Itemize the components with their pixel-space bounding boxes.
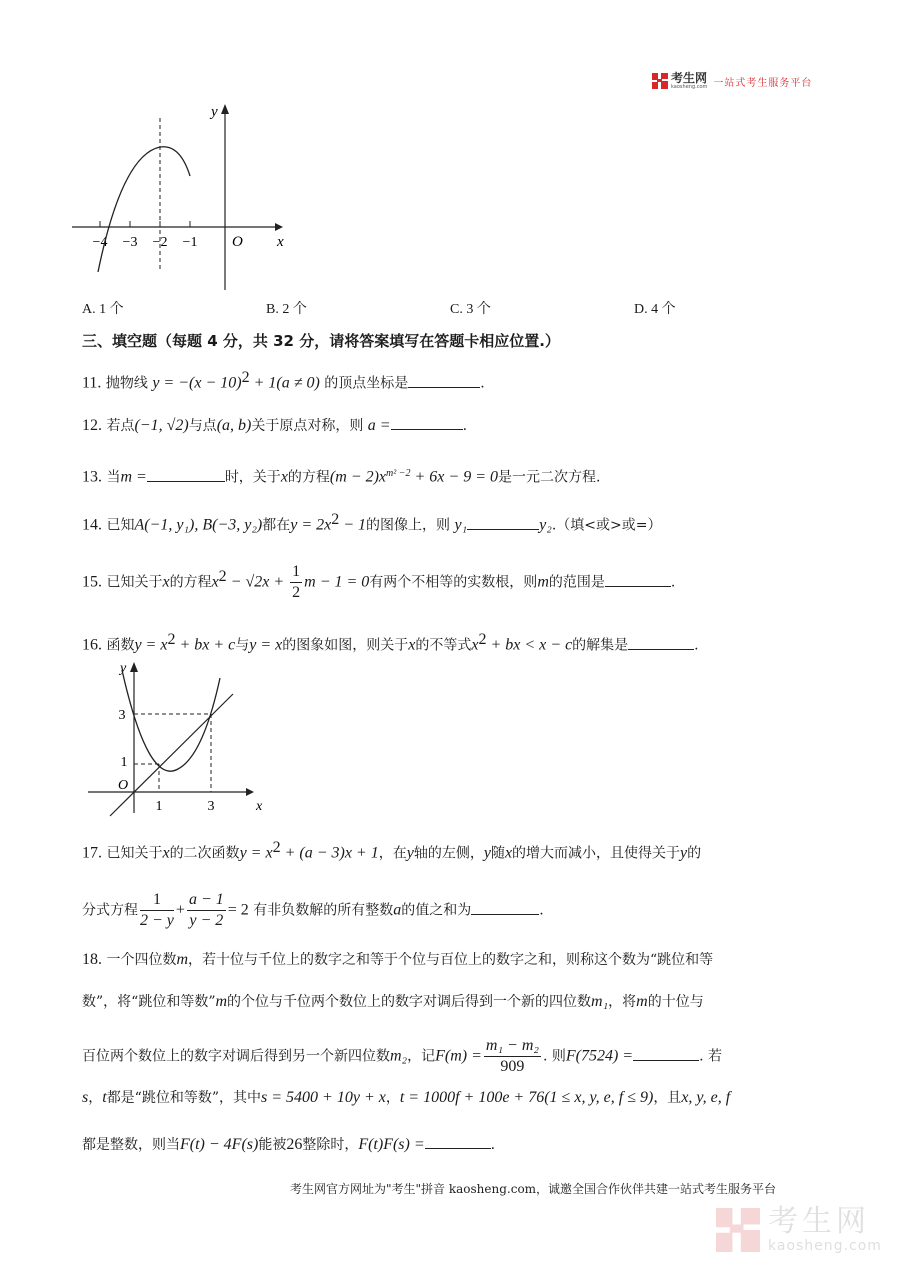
text: 已知关于 <box>106 574 163 591</box>
math-expr: + 1(a ≠ 0) <box>249 374 320 392</box>
exponent: 2 <box>272 839 281 856</box>
figure-1-parabola <box>70 100 300 295</box>
question-18-line-2 <box>82 992 704 1012</box>
math-expr: y = x <box>249 636 283 654</box>
text: 的图象如图，则关于 <box>282 637 409 654</box>
text: . <box>670 574 676 591</box>
x-tick-label: −2 <box>152 235 168 250</box>
math-expr: x <box>408 636 416 654</box>
exponent: 2 <box>478 631 487 648</box>
math-expr: x <box>162 573 170 591</box>
text: 的范围是 <box>548 574 605 591</box>
math-expr: F(t)F(s) = <box>358 1136 425 1153</box>
watermark-domain: kaosheng.com <box>768 1238 882 1254</box>
question-18-line-4 <box>82 1088 730 1108</box>
text: 随 <box>490 845 505 862</box>
text: . <box>490 1137 496 1153</box>
fraction <box>290 562 302 603</box>
math-expr: 26 <box>286 1136 303 1153</box>
question-number: 13. <box>82 468 102 486</box>
math-expr: − √2x + <box>226 573 289 591</box>
text: . <box>462 418 468 434</box>
x-tick-label: −3 <box>122 235 138 250</box>
text: 的方程 <box>169 574 212 591</box>
math-expr: m₂ <box>390 1047 408 1065</box>
math-expr: m₁ <box>591 993 609 1010</box>
answer-blank[interactable] <box>425 1134 491 1149</box>
question-number: 16. <box>82 636 102 654</box>
text: 时，关于 <box>224 469 281 486</box>
denominator: 2 − y <box>140 912 174 929</box>
numerator: a − 1 <box>187 890 226 911</box>
answer-blank[interactable] <box>633 1046 699 1061</box>
text: 的顶点坐标是 <box>324 375 409 392</box>
text: 已知关于 <box>106 845 163 862</box>
math-expr: (−1, √2) <box>134 417 189 434</box>
kaosheng-logo-icon <box>652 73 668 89</box>
question-number: 17. <box>82 844 102 862</box>
math-expr: + (a − 3)x + 1 <box>280 844 379 862</box>
origin-label: O <box>232 234 243 250</box>
y-tick-label: 3 <box>118 708 126 723</box>
question-17-line-2 <box>82 890 544 931</box>
text: 的增大而减小，且使得关于 <box>512 845 681 862</box>
math-expr: a <box>393 901 402 919</box>
text: 一个四位数 <box>106 952 177 968</box>
text: . 若 <box>699 1048 722 1065</box>
x-axis-arrow-icon <box>275 223 283 231</box>
math-expr: y <box>406 844 414 862</box>
text: 都是整数，则当 <box>82 1137 180 1153</box>
math-expr: − 1 <box>339 516 367 534</box>
y-axis-arrow-icon <box>221 104 229 114</box>
text: 百位两个数位上的数字对调后得到另一个新四位数 <box>82 1048 390 1065</box>
text: 的个位与千位两个数位上的数字对调后得到一个新的四位数 <box>227 994 592 1010</box>
text: 有两个不相等的实数根，则 <box>369 574 538 591</box>
math-expr: m <box>215 993 228 1010</box>
math-expr: t <box>102 1089 107 1106</box>
math-expr: F(t) − 4F(s) <box>180 1136 259 1153</box>
math-expr: A(−1, y₁), B(−3, y₂) <box>134 516 263 534</box>
text: 的值之和为 <box>401 902 472 919</box>
text: 能被 <box>258 1137 287 1153</box>
x-tick-label: −1 <box>182 235 198 250</box>
y-axis-arrow-icon <box>130 662 138 672</box>
answer-blank[interactable] <box>605 572 671 587</box>
text: 的方程 <box>287 469 330 486</box>
question-16 <box>82 630 699 656</box>
exponent: 2 <box>218 567 227 585</box>
header-logo <box>652 72 812 90</box>
text: 已知 <box>106 517 135 534</box>
exponent: 2 <box>331 511 340 528</box>
watermark <box>716 1206 882 1254</box>
text: 与点 <box>188 418 217 434</box>
origin-label: O <box>118 778 129 793</box>
answer-blank[interactable] <box>408 373 480 388</box>
text: 与 <box>235 637 250 654</box>
text: ， <box>385 1090 400 1106</box>
exponent: 2 <box>241 369 250 386</box>
x-axis-arrow-icon <box>246 788 254 796</box>
numerator: 1 <box>290 562 302 583</box>
exponent: 2 <box>167 631 176 648</box>
math-expr: t = 1000f + 100e + 76(1 ≤ x, y, e, f ≤ 9) <box>399 1089 654 1106</box>
x-tick-label: −4 <box>92 235 108 250</box>
text: 轴的左侧， <box>413 845 484 862</box>
text: 若点 <box>106 418 135 434</box>
footer-text: 考生网官方网址为"考生"拼音 kaosheng.com，诚邀全国合作伙伴共建一站式考生服务平台 <box>290 1182 777 1196</box>
text: .（填<或>或=） <box>551 517 662 534</box>
y-tick-label: 1 <box>120 755 128 770</box>
math-expr: y <box>483 844 491 862</box>
answer-blank[interactable] <box>467 515 539 530</box>
math-expr: x, y, e, f <box>681 1089 731 1106</box>
math-expr: x <box>211 573 219 591</box>
question-11 <box>82 368 485 394</box>
text: ，若十位与千位上的数字之和等于个位与百位上的数字之和，则称这个数为“跳位和等 <box>188 952 714 968</box>
math-expr: F(7524) = <box>565 1047 634 1065</box>
question-12 <box>82 415 467 436</box>
x-tick-label: 3 <box>207 799 215 814</box>
math-expr: y = x <box>239 844 273 862</box>
text: ，且 <box>653 1090 682 1106</box>
text: 的 <box>687 845 702 862</box>
text: 数”，将“跳位和等数” <box>82 994 216 1010</box>
math-expr: s <box>82 1089 89 1106</box>
fraction <box>140 890 174 931</box>
question-number: 18. <box>82 951 102 968</box>
x-label: x <box>256 799 263 814</box>
text: . <box>694 637 699 654</box>
denominator: 2 <box>292 584 301 601</box>
fraction <box>187 890 226 931</box>
math-expr: s = 5400 + 10y + x <box>261 1089 386 1106</box>
text: ，在 <box>378 845 407 862</box>
math-expr: m = <box>120 468 147 486</box>
text: ，将 <box>608 994 637 1010</box>
text: 是一元二次方程. <box>498 469 601 486</box>
math-expr: + bx < x − c <box>486 636 573 654</box>
text: 抛物线 <box>105 375 148 392</box>
watermark-name: 考生网 <box>768 1204 870 1239</box>
math-expr: + 6x − 9 = 0 <box>410 468 498 486</box>
option-a[interactable]: A. 1 个 <box>82 302 124 317</box>
denominator: 909 <box>500 1058 525 1075</box>
question-15 <box>82 562 675 603</box>
math-expr: F(m) = <box>435 1047 482 1065</box>
text: 有非负数解的所有整数 <box>253 902 394 919</box>
denominator: y − 2 <box>189 912 224 929</box>
math-expr: x <box>504 844 513 862</box>
x-tick-label: 1 <box>155 799 163 814</box>
header-slogan: 一站式考生服务平台 <box>713 77 813 89</box>
fraction <box>484 1036 541 1077</box>
parabola-curve <box>98 147 190 272</box>
text: 的解集是 <box>572 637 629 654</box>
question-number: 14. <box>82 516 102 534</box>
figure-2-graph <box>84 658 269 818</box>
answer-blank[interactable] <box>471 900 539 915</box>
answer-blank[interactable] <box>628 635 694 650</box>
question-number: 12. <box>82 417 102 434</box>
math-expr: + bx + c <box>175 636 236 654</box>
math-expr: m <box>176 951 189 968</box>
question-17-line-1 <box>82 838 701 864</box>
text: 的十位与 <box>647 994 704 1010</box>
math-expr: x <box>280 468 288 486</box>
numerator: 1 <box>140 890 174 911</box>
math-expr: m <box>636 993 648 1010</box>
question-18-line-5 <box>82 1134 495 1155</box>
text: . <box>480 375 485 392</box>
text: . 则 <box>542 1048 566 1065</box>
math-expr: (a, b) <box>216 417 252 434</box>
math-expr: (m − 2)x <box>329 468 387 486</box>
text: 整除时， <box>302 1137 359 1153</box>
math-expr: + <box>175 901 185 919</box>
text: 都是“跳位和等数”，其中 <box>106 1090 262 1106</box>
text: ，记 <box>407 1048 436 1065</box>
text: 当 <box>106 469 121 486</box>
option-d[interactable]: D. 4 个 <box>634 302 676 317</box>
math-expr: y = x <box>134 636 168 654</box>
logo-domain: kaosheng.com <box>671 84 708 90</box>
text: 都在 <box>262 517 291 534</box>
answer-blank[interactable] <box>391 415 463 430</box>
question-14 <box>82 510 661 536</box>
math-expr: a = <box>367 417 391 434</box>
text: 的图像上，则 <box>366 517 451 534</box>
line-y-equals-x <box>110 694 233 816</box>
question-18-line-3 <box>82 1036 722 1077</box>
question-13 <box>82 464 600 488</box>
math-expr: y₂ <box>539 516 552 534</box>
text: 关于原点对称，则 <box>251 418 364 434</box>
text: 的二次函数 <box>169 845 240 862</box>
math-expr: y = 2x <box>290 516 332 534</box>
math-expr: = 2 <box>227 901 249 919</box>
question-number: 11. <box>82 374 102 392</box>
numerator: m₁ − m₂ <box>484 1036 541 1057</box>
watermark-logo-icon <box>716 1208 760 1252</box>
text: . <box>539 902 544 919</box>
math-expr: x <box>471 636 479 654</box>
math-expr: m <box>537 573 549 591</box>
question-18-line-1 <box>82 950 713 970</box>
y-label: y <box>120 661 127 676</box>
x-label: x <box>277 234 284 250</box>
text: ， <box>88 1090 103 1106</box>
logo-name: 考生网 <box>671 71 708 85</box>
option-b[interactable]: B. 2 个 <box>266 302 307 317</box>
question-number: 15. <box>82 573 102 591</box>
section-title: 三、填空题（每题 4 分，共 32 分，请将答案填写在答题卡相应位置.） <box>82 332 560 350</box>
text: 分式方程 <box>82 902 138 919</box>
y-label: y <box>211 104 218 120</box>
math-expr: y <box>680 844 688 862</box>
math-expr: y = −(x − 10) <box>152 374 242 392</box>
math-expr: y₁ <box>454 516 468 534</box>
answer-blank[interactable] <box>147 467 225 482</box>
text: 的不等式 <box>415 637 472 654</box>
text: 函数 <box>106 637 135 654</box>
math-expr: m − 1 = 0 <box>304 573 370 591</box>
exponent: m² −2 <box>386 468 411 479</box>
option-c[interactable]: C. 3 个 <box>450 302 491 317</box>
math-expr: x <box>162 844 170 862</box>
